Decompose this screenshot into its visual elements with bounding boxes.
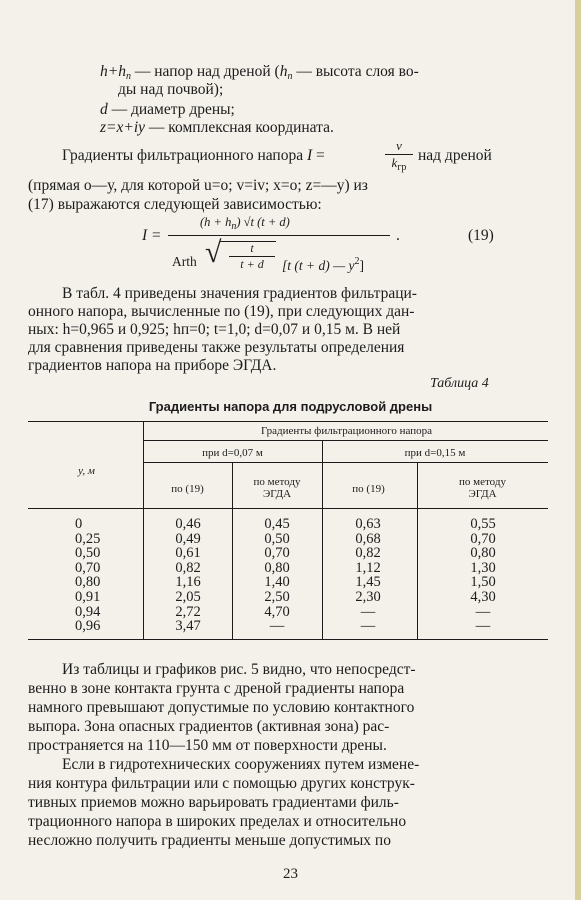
def-z-desc: — комплексная координата.	[148, 119, 334, 136]
table-head-group: Градиенты фильтрационного напора	[260, 425, 433, 437]
table-vrule-4	[417, 462, 418, 639]
table-cell-c2: 0,45	[264, 516, 290, 532]
def-hp-text: h	[279, 63, 288, 80]
para2-line-1: В табл. 4 приведены значения градиентов фильтраци-	[62, 285, 417, 302]
table-vrule-3	[322, 440, 323, 639]
para1-line-1-tail: над дреной	[418, 147, 492, 164]
table-cell-y: 0,91	[75, 589, 101, 605]
table-cell-c4: 0,55	[470, 516, 496, 532]
def-h-desc: — напор над дреной (	[134, 63, 280, 80]
para1-line-3: (17) выражаются следующей зависимостью:	[28, 196, 322, 213]
def-d-desc: — диаметр дрены;	[111, 101, 235, 118]
table-cell-c3: 1,12	[355, 559, 381, 576]
formula-inner-fraction	[229, 241, 275, 272]
fraction-denominator-sub: гр	[397, 162, 407, 173]
table-head-c1: по (19)	[171, 483, 204, 495]
formula-lhs: I =	[142, 227, 162, 244]
head-c4-line2: ЭГДА	[468, 488, 497, 500]
page-number: 23	[283, 866, 298, 882]
table-cell-c1: 1,16	[175, 574, 201, 591]
para2-line-2: онного напора, вычисленные по (19), при следующих дан-	[28, 303, 415, 320]
para3-line-2: венно в зоне контакта грунта с дреной градиенты напора	[28, 680, 405, 697]
formula-sqrt-sign: √	[205, 236, 222, 269]
inner-frac-denominator: t + d	[240, 257, 264, 271]
para2-line-4: для сравнения приведены также результаты определения	[28, 339, 405, 356]
table-cell-y: 0,80	[75, 574, 101, 591]
table-cell-c3: 0,63	[355, 516, 381, 532]
formula-den-c: ]	[359, 258, 364, 273]
table-cell-c2: 0,70	[264, 545, 290, 562]
gradient-fraction	[385, 138, 413, 173]
table-cell-c2: 0,50	[264, 530, 290, 547]
table-head-y: y, м	[78, 465, 95, 477]
table-cell-c3: —	[360, 603, 376, 620]
formula-den-arth: Arth	[172, 254, 197, 269]
table-head-d2	[322, 447, 548, 459]
para3-line-9: трационного напора в широких пределах и относительно	[28, 813, 407, 830]
para3-line-7: ния контура фильтрации или с помощью других конструк-	[28, 775, 415, 792]
table-vrule-1	[143, 421, 144, 639]
table-cell-c3: 1,45	[355, 574, 381, 591]
table-head-c3: по (19)	[352, 483, 385, 495]
table-cell-c2: 2,50	[264, 589, 290, 605]
page-edge-strip	[575, 0, 581, 900]
formula-numerator	[200, 212, 290, 237]
def-h-sub: п	[125, 71, 131, 82]
def-h-text: h+h	[100, 63, 126, 80]
para2-line-5: градиентов напора на приборе ЭГДА.	[28, 357, 277, 374]
table-cell-c4: 1,30	[470, 559, 496, 576]
table-cell-y: 0,94	[75, 603, 101, 620]
def-d-symbol: d	[100, 101, 108, 118]
formula-den-bracket	[282, 252, 364, 276]
formula-num-tail: ) √t (t + d)	[236, 215, 290, 229]
table-cell-c1: 0,61	[175, 545, 201, 562]
table-cell-c4: 4,30	[470, 589, 496, 605]
table-vrule-2	[232, 462, 233, 639]
head-c2-line1: по методу	[253, 476, 301, 488]
table-sub-rule	[143, 462, 548, 463]
table-cell-c1: 0,49	[175, 530, 201, 547]
inner-frac-numerator: t	[250, 241, 254, 255]
def-line-2: ды над почвой);	[118, 81, 224, 98]
table-cell-y: 0	[75, 516, 83, 532]
table-cell-c4: 1,50	[470, 574, 496, 591]
head-d2-text: при d=0,15 м	[404, 447, 466, 459]
table-caption: Таблица 4	[430, 376, 489, 391]
para3-line-6: Если в гидротехнических сооружениях путем измене-	[62, 756, 420, 773]
table-cell-c1: 0,46	[175, 516, 201, 532]
table-head-d1	[145, 447, 320, 459]
table-cell-c3: 0,82	[355, 545, 381, 562]
table-cell-y: 0,96	[75, 618, 101, 635]
para1-symbol-i: I	[306, 147, 313, 164]
table-cell-c1: 2,72	[175, 603, 201, 620]
table-cell-c4: —	[475, 618, 491, 635]
table-title: Градиенты напора для подрусловой дрены	[148, 399, 433, 414]
para1-text-a: Градиенты фильтрационного напора	[62, 147, 307, 164]
def-hp-sub: п	[287, 71, 293, 82]
table-cell-c2: 4,70	[264, 603, 290, 620]
table-cell-c2: 0,80	[264, 559, 290, 576]
table-cell-c2: —	[269, 618, 285, 635]
formula-fraction-bar	[168, 235, 390, 236]
para1-equals: =	[312, 147, 325, 164]
formula-num-a: (h + h	[200, 215, 232, 229]
para1-line-2: (прямая о—у, для которой u=o; v=iv; x=o; z=—y) из	[28, 177, 368, 194]
para3-line-10: несложно получить градиенты меньше допустимых по	[28, 832, 391, 849]
head-c4-line1: по методу	[459, 476, 506, 488]
fraction-denominator: k	[391, 155, 398, 170]
para3-line-1: Из таблицы и графиков рис. 5 видно, что непосредст-	[62, 661, 416, 678]
table-cell-y: 0,50	[75, 545, 101, 562]
para3-line-3: намного превышают допустимые по условию контактного	[28, 699, 415, 716]
table-cell-c4: 0,80	[470, 545, 496, 562]
table-cell-c3: 2,30	[355, 589, 381, 605]
table-cell-y: 0,25	[75, 530, 101, 547]
table-bottom-rule	[28, 639, 548, 640]
table-cell-c1: 3,47	[175, 618, 201, 635]
table-cell-c3: —	[360, 618, 376, 635]
table-cell-y: 0,70	[75, 559, 101, 576]
formula-den-b: [t (t + d) — y	[282, 258, 355, 273]
table-cell-c4: —	[475, 603, 491, 620]
table-cell-c2: 1,40	[264, 574, 290, 591]
para3-line-5: пространяется на 110—150 мм от поверхности дрены.	[28, 737, 387, 754]
head-d1-text: при d=0,07 м	[202, 447, 263, 459]
table-cell-c3: 0,68	[355, 530, 381, 547]
formula-number: (19)	[468, 227, 494, 244]
table-top-rule	[28, 421, 548, 422]
formula-num-sub: п	[231, 221, 237, 232]
table-cell-c1: 2,05	[175, 589, 201, 605]
table-cell-c1: 0,82	[175, 559, 201, 576]
formula-den-sup: 2	[354, 256, 360, 267]
def-hp-desc: — высота слоя во-	[296, 63, 419, 80]
table-head-c4	[417, 476, 548, 500]
head-c2-line2: ЭГДА	[262, 488, 292, 500]
table-cell-c4: 0,70	[470, 530, 496, 547]
table-head-c2	[232, 476, 322, 500]
def-line-4	[100, 118, 334, 138]
table-group-rule	[143, 440, 548, 441]
formula-dot: .	[396, 227, 400, 244]
def-line-3	[100, 100, 235, 120]
para1-line-1	[62, 146, 325, 166]
def-z-symbol: z=x+iy	[100, 119, 146, 136]
para3-line-8: тивных приемов можно варьировать градиентами филь-	[28, 794, 399, 811]
para3-line-4: выпора. Зона опасных градиентов (активная зона) рас-	[28, 718, 390, 735]
para2-line-3: ных: h=0,965 и 0,925; hп=0; t=1,0; d=0,07 и 0,15 м. В ней	[28, 321, 401, 338]
fraction-numerator: v	[396, 138, 402, 153]
table-head-bottom-rule	[28, 508, 548, 509]
